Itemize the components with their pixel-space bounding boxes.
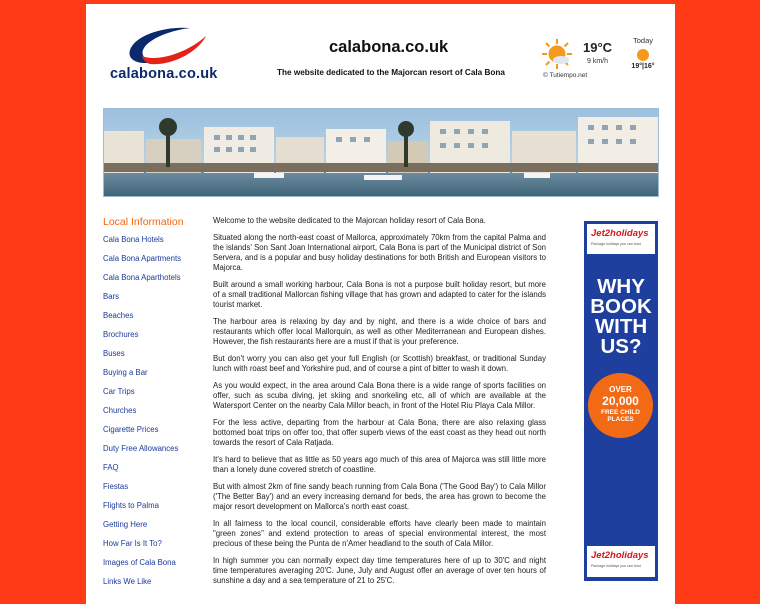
sidebar-link-flights-to-palma[interactable]: Flights to Palma xyxy=(103,501,159,510)
sidebar-link-cigarette-prices[interactable]: Cigarette Prices xyxy=(103,425,159,434)
content-paragraph: Built around a small working harbour, Cala Bona is not a purpose built holiday resort, but more of a small traditional Mallorcan fishing village that has grown and adapted to cater for the islands tourist market. xyxy=(213,280,546,309)
wind-speed: 9 km/h xyxy=(587,58,609,65)
sidebar-link-bars[interactable]: Bars xyxy=(103,292,120,301)
content-paragraph: But with almost 2km of fine sandy beach running from Cala Bona ('The Good Bay') to Cala Millor ('The Better Bay') and an every increasing demand for beds, the area has grown to become the major resort development on Mallorca's north east coast. xyxy=(213,482,546,511)
sidebar-link-car-trips[interactable]: Car Trips xyxy=(103,387,135,396)
ad-brand-subtitle-bottom: Package holidays you can trust xyxy=(591,564,641,568)
page xyxy=(86,4,675,604)
sidebar-local-information xyxy=(103,216,211,595)
ad-offer-prefix: OVER xyxy=(609,385,632,394)
today-forecast xyxy=(627,36,659,70)
sidebar-link-getting-here[interactable]: Getting Here xyxy=(103,520,148,529)
sidebar-link-buying-a-bar[interactable]: Buying a Bar xyxy=(103,368,148,377)
sidebar-link-cala-bona-apartments[interactable]: Cala Bona Apartments xyxy=(103,254,182,263)
weather-credit-link[interactable]: © Tutiempo.net xyxy=(543,72,588,79)
intro-paragraph: Welcome to the website dedicated to the Majorcan holiday resort of Cala Bona. xyxy=(213,216,486,225)
content-paragraph: For the less active, departing from the harbour at Cala Bona, there are also relaxing glass bottomed boat trips on offer too, that offer superb views of the east coast as they head out north towards the resort of Cala Ratjada. xyxy=(213,418,546,447)
sidebar-link-links-we-like[interactable]: Links We Like xyxy=(103,577,152,586)
sidebar-link-buses[interactable]: Buses xyxy=(103,349,125,358)
today-label: Today xyxy=(632,36,653,45)
content-paragraph: But don't worry you can also get your full English (or Scottish) breakfast, or traditional Sunday lunch with roast beef and Yorkshire pud, and of course a pint of bitter to wash it down. xyxy=(213,354,546,373)
sidebar-link-cala-bona-hotels[interactable]: Cala Bona Hotels xyxy=(103,235,164,244)
sidebar-link-faq[interactable]: FAQ xyxy=(103,463,119,472)
site-logo[interactable] xyxy=(106,22,236,88)
ad-brand-logo-bottom: Jet2holidays xyxy=(591,550,649,561)
ad-offer-text: FREE CHILD PLACES xyxy=(601,409,640,423)
ad-brand-box xyxy=(587,224,655,254)
content-paragraph: The harbour area is relaxing by day and by night, and there is a wide choice of bars and restaurants which offer local Mallorquin, as well as other Mediterranean and European dishes. However, the fish restaurants here are a must if that is your preference. xyxy=(213,317,546,346)
ad-brand-box-bottom xyxy=(587,546,655,577)
ad-headline: WHY BOOK WITH US? xyxy=(590,275,652,358)
jet2holidays-advert[interactable] xyxy=(584,221,658,581)
current-temperature: 19°C xyxy=(583,40,613,55)
sidebar-link-cala-bona-aparthotels[interactable]: Cala Bona Aparthotels xyxy=(103,273,181,282)
sunny-cloud-icon xyxy=(541,38,573,70)
ad-offer-number: 20,000 xyxy=(602,394,639,408)
content-paragraph: It's hard to believe that as little as 50 years ago much of this area of Majorca was still little more than a lonely dune covered stretch of coastline. xyxy=(213,455,546,474)
ad-brand-subtitle: Package holidays you can trust xyxy=(591,242,641,246)
content-paragraph: In all fairness to the local council, considerable efforts have clearly been made to maintain "green zones" and extend protection to areas of special environmental interest, the most precious of these being the Punta de n'Amer headland to the south of Cala Millor. xyxy=(213,519,546,548)
content-paragraph: Situated along the north-east coast of Mallorca, approximately 70km from the capital Palma and the islands' Son Sant Joan International airport, Cala Bona is part of the Municipal district of Son Servera, and is a popular and busy holiday destinations for both British and European visitors to Majorca. xyxy=(213,233,546,272)
site-title: calabona.co.uk xyxy=(329,38,449,56)
harbour-banner-image xyxy=(103,108,659,197)
harbour-photo xyxy=(104,109,658,196)
ad-brand-logo: Jet2holidays xyxy=(591,228,649,239)
sidebar-link-beaches[interactable]: Beaches xyxy=(103,311,134,320)
logo-text: calabona.co.uk xyxy=(110,66,218,82)
sidebar-link-images-of-cala-bona[interactable]: Images of Cala Bona xyxy=(103,558,176,567)
content-paragraph: As you would expect, in the area around Cala Bona there is a wide range of sports facilities on offer, such as scuba diving, jet skiing and snorkeling etc, all of which are available at the Watersport Center on the nearby Cala Millor beach, in front of the Hotel Riu Playa Cala Millor. xyxy=(213,381,546,410)
sidebar-link-fiestas[interactable]: Fiestas xyxy=(103,482,129,491)
today-temperature-range: 19°|16° xyxy=(631,63,655,70)
sidebar-link-brochures[interactable]: Brochures xyxy=(103,330,139,339)
swoosh-logo-icon xyxy=(106,22,236,72)
sun-icon xyxy=(637,49,649,61)
main-content xyxy=(213,216,546,593)
content-paragraph: In high summer you can normally expect day time temperatures here of up to 30'C and night time temperatures averaging 20'C. June, July and August offer an average of over ten hours of sunshine a day and a sea temperature of 21 to 25'C. xyxy=(213,556,546,585)
ad-offer-badge xyxy=(588,373,653,438)
sidebar-link-churches[interactable]: Churches xyxy=(103,406,137,415)
sidebar-link-duty-free-allowances[interactable]: Duty Free Allowances xyxy=(103,444,179,453)
sidebar-link-how-far-is-it-to[interactable]: How Far Is It To? xyxy=(103,539,162,548)
site-tagline: The website dedicated to the Majorcan resort of Cala Bona xyxy=(277,68,505,77)
weather-widget[interactable] xyxy=(541,36,671,86)
sidebar-heading: Local Information xyxy=(103,216,184,228)
